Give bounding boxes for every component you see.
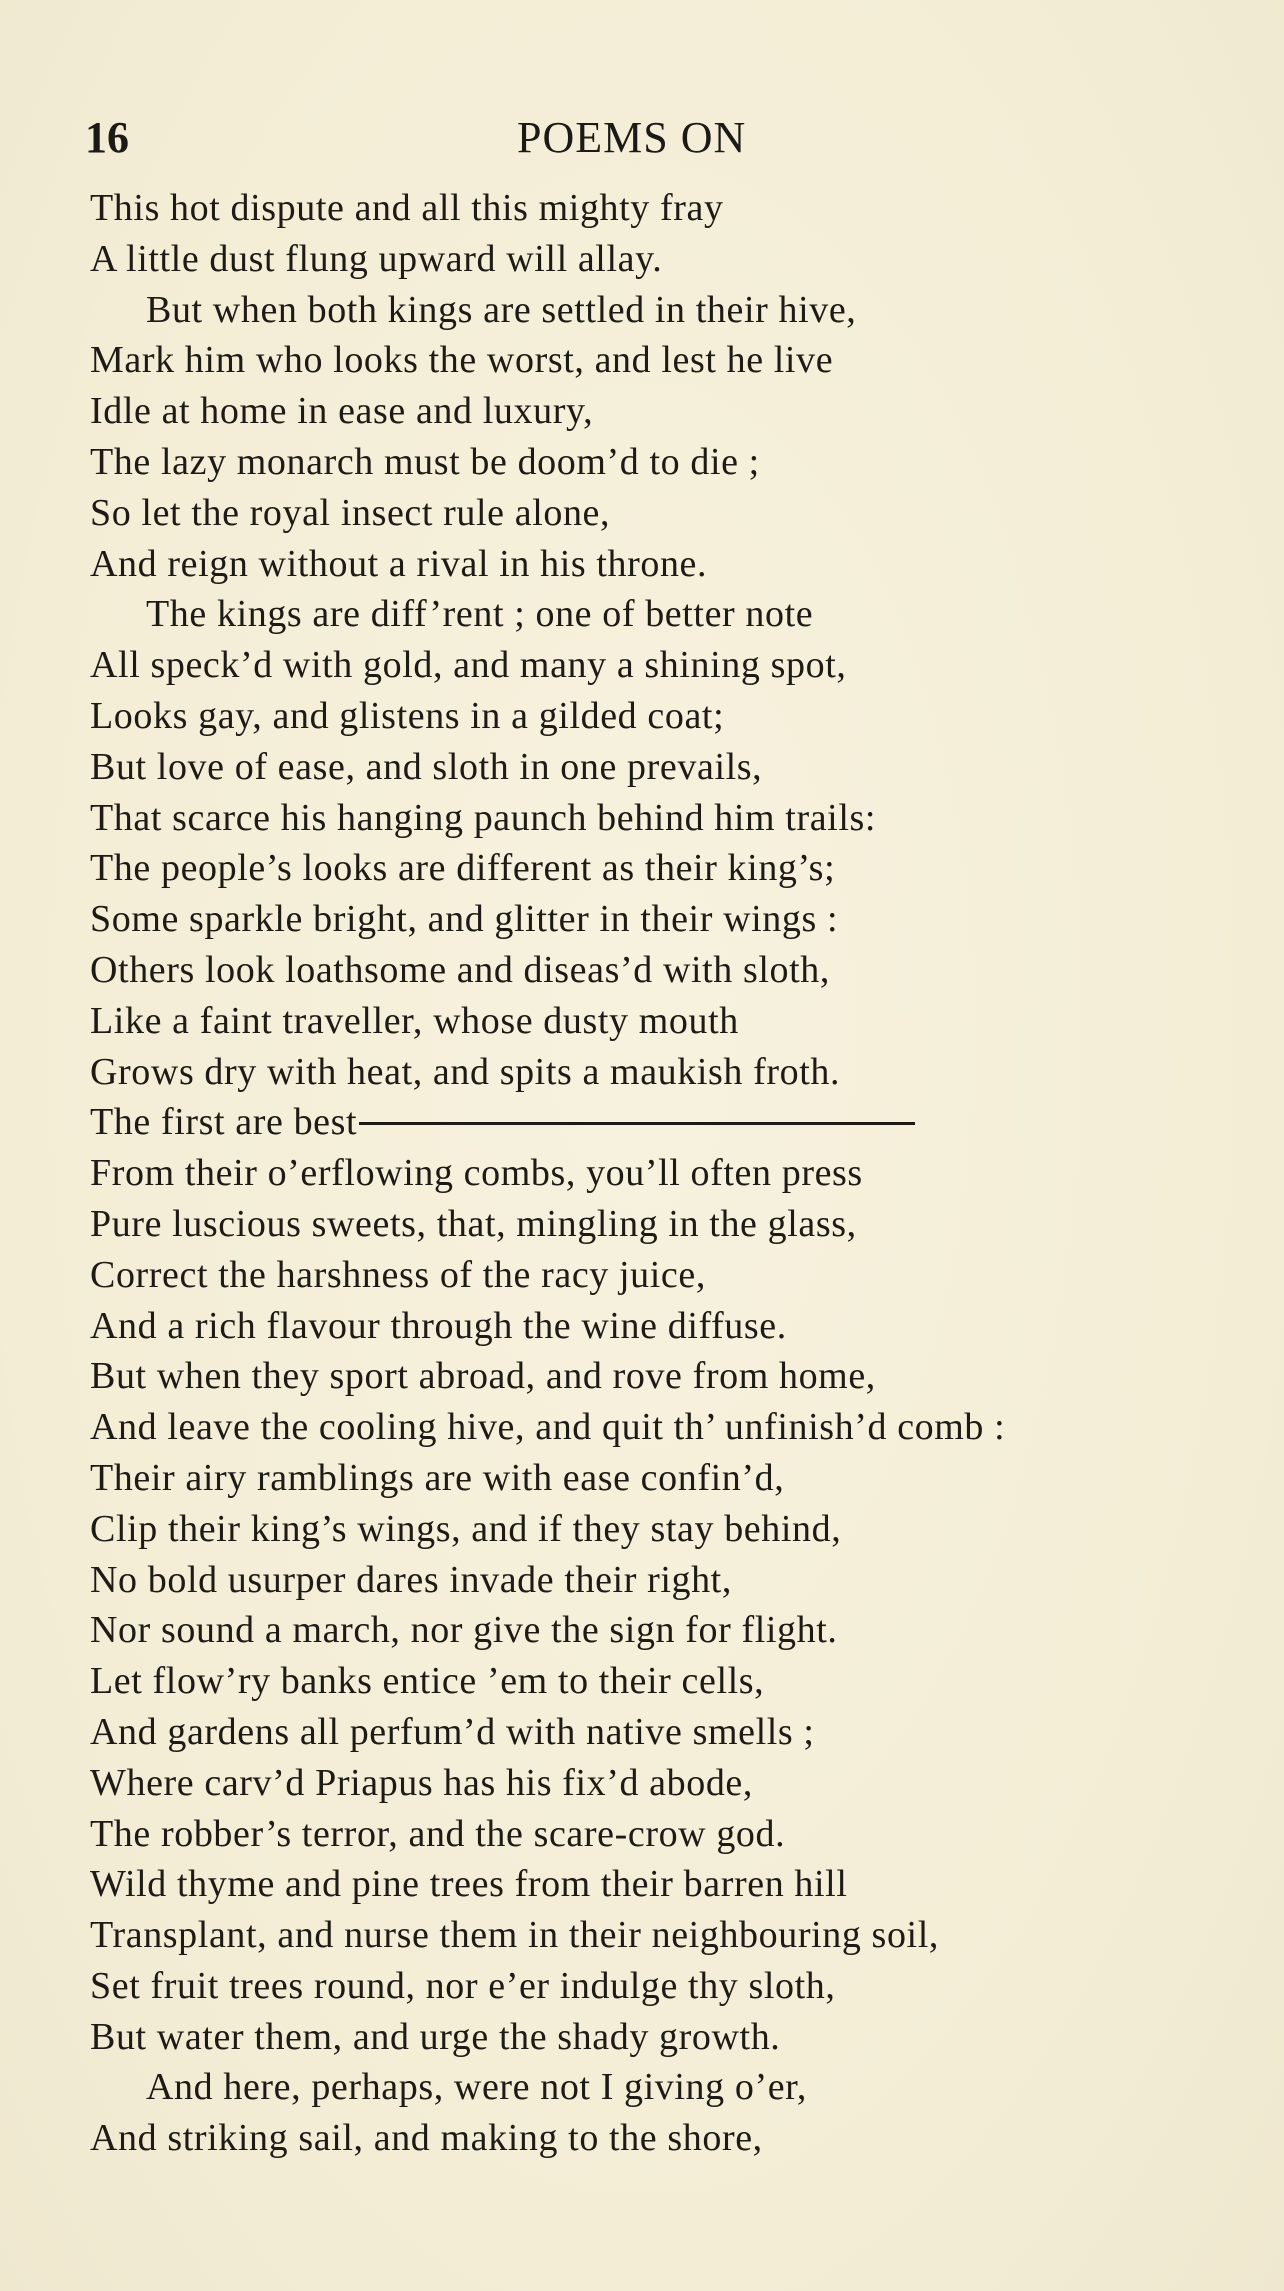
poem-line: Clip their king’s wings, and if they stay behind, <box>90 1507 842 1550</box>
poem-line: Others look loathsome and diseas’d with sloth, <box>90 948 831 991</box>
poem-line: Set fruit trees round, nor e’er indulge thy sloth, <box>90 1964 836 2007</box>
poem-line: Their airy ramblings are with ease confin’d, <box>90 1456 785 1499</box>
poem-line: But when both kings are settled in their hive, <box>146 288 857 331</box>
poem-line: That scarce his hanging paunch behind him trails: <box>90 796 877 839</box>
poem-line: All speck’d with gold, and many a shining spot, <box>90 644 847 687</box>
poem-line: So let the royal insect rule alone, <box>90 491 611 534</box>
poem-line: But water them, and urge the shady growth. <box>90 2015 781 2058</box>
poem-line: Nor sound a march, nor give the sign for flight. <box>90 1609 838 1652</box>
page-header <box>85 108 1165 168</box>
poem-line: And reign without a rival in his throne. <box>90 542 708 585</box>
poem-line: And a rich flavour through the wine diffuse. <box>90 1304 787 1347</box>
poem-line: Pure luscious sweets, that, mingling in the glass, <box>90 1202 857 1245</box>
poem-line: The lazy monarch must be doom’d to die ; <box>90 440 760 483</box>
poem-line: Where carv’d Priapus has his fix’d abode, <box>90 1761 753 1804</box>
poem-line: A little dust flung upward will allay. <box>90 237 663 280</box>
running-head: POEMS ON <box>517 113 747 162</box>
poem-line: And gardens all perfum’d with native smells ; <box>90 1710 815 1753</box>
poem-line: Transplant, and nurse them in their neighbouring soil, <box>90 1914 939 1957</box>
poem-line: And leave the cooling hive, and quit th’ unfinish’d comb : <box>90 1406 1006 1449</box>
em-dash-rule <box>359 1122 915 1125</box>
poem-line: But love of ease, and sloth in one prevails, <box>90 745 763 788</box>
poem-line: No bold usurper dares invade their right, <box>90 1558 732 1601</box>
poem-line: The people’s looks are different as their king’s; <box>90 847 836 890</box>
poem-line: But when they sport abroad, and rove from home, <box>90 1355 876 1398</box>
poem-line: Idle at home in ease and luxury, <box>90 390 594 433</box>
page-number: 16 <box>85 113 129 162</box>
poem-line: Correct the harshness of the racy juice, <box>90 1253 706 1296</box>
poem-line: Grows dry with heat, and spits a maukish froth. <box>90 1050 841 1093</box>
poem-line: Mark him who looks the worst, and lest he live <box>90 339 834 382</box>
poem-line: The robber’s terror, and the scare-crow god. <box>90 1812 786 1855</box>
poem-line: This hot dispute and all this mighty fray <box>90 187 724 229</box>
poem-text <box>90 183 1250 2164</box>
poem-line: The kings are diff’rent ; one of better note <box>146 593 814 636</box>
poem-line: And striking sail, and making to the shore, <box>90 2117 763 2160</box>
poem-line: Let flow’ry banks entice ’em to their cells, <box>90 1660 765 1703</box>
poem-line: Like a faint traveller, whose dusty mouth <box>90 999 739 1042</box>
poem-line: Looks gay, and glistens in a gilded coat; <box>90 694 725 737</box>
poem-line: Some sparkle bright, and glitter in their wings : <box>90 898 839 941</box>
poem-line-text: The first are best <box>90 1101 358 1144</box>
poem-line: From their o’erflowing combs, you’ll often press <box>90 1152 863 1195</box>
poem-line-with-dash <box>90 1097 1250 1148</box>
poem-line: And here, perhaps, were not I giving o’er, <box>146 2066 808 2109</box>
poem-line: Wild thyme and pine trees from their barren hill <box>90 1863 848 1906</box>
